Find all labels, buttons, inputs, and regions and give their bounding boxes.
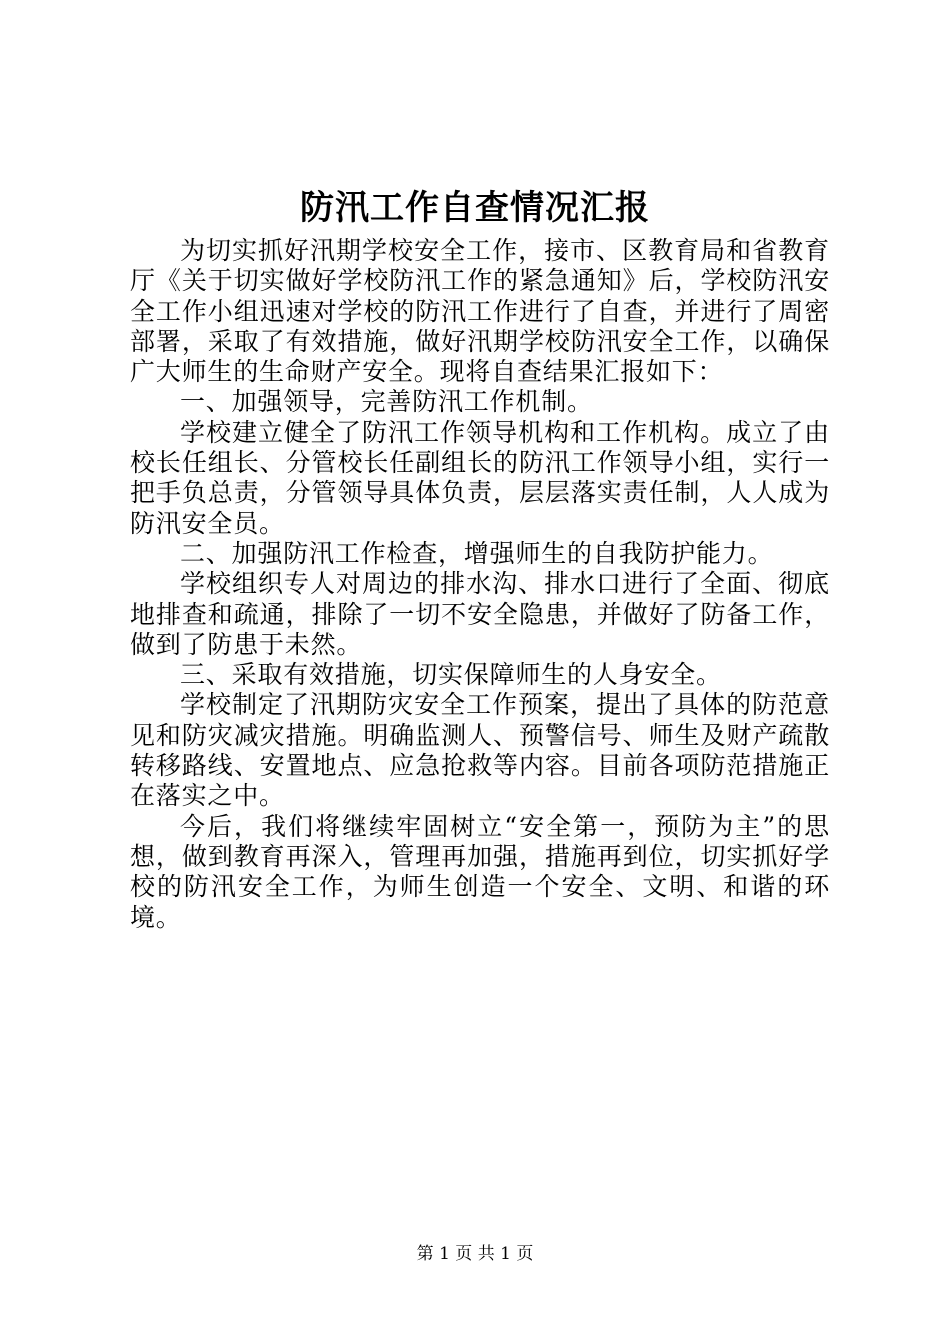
section-heading-2: 二、加强防汛工作检查，增强师生的自我防护能力。 <box>180 538 774 568</box>
page-footer: 第 1 页 共 1 页 <box>416 1244 534 1264</box>
section-heading-1: 一、加强领导，完善防汛工作机制。 <box>180 387 593 417</box>
paragraph-section-1: 学校建立健全了防汛工作领导机构和工作机构。成立了由校长任组长、分管校长任副组长的防汛工作领导小组，实行一把手负总责，分管领导具体负责，层层落实责任制，人人成为防汛安全员。 <box>130 417 830 538</box>
paragraph-conclusion: 今后，我们将继续牢固树立“安全第一，预防为主”的思想，做到教育再深入，管理再加强，措施再到位，切实抓好学校的防汛安全工作，为师生创造一个安全、文明、和谐的环境。 <box>130 811 830 932</box>
paragraph-intro: 为切实抓好汛期学校安全工作，接市、区教育局和省教育厅《关于切实做好学校防汛工作的紧急通知》后，学校防汛安全工作小组迅速对学校的防汛工作进行了自查，并进行了周密部署，采取了有效措施，做好汛期学校防汛安全工作，以确保广大师生的生命财产安全。现将自查结果汇报如下： <box>130 236 830 387</box>
paragraph-section-3: 学校制定了汛期防灾安全工作预案，提出了具体的防范意见和防灾减灾措施。明确监测人、预警信号、师生及财产疏散转移路线、安置地点、应急抢救等内容。目前各项防范措施正在落实之中。 <box>130 690 830 811</box>
paragraph-section-2: 学校组织专人对周边的排水沟、排水口进行了全面、彻底地排查和疏通，排除了一切不安全隐患，并做好了防备工作，做到了防患于未然。 <box>130 569 830 659</box>
document-title: 防汛工作自查情况汇报 <box>300 188 650 228</box>
document-body <box>130 236 830 933</box>
section-heading-3: 三、采取有效措施，切实保障师生的人身安全。 <box>180 660 722 690</box>
